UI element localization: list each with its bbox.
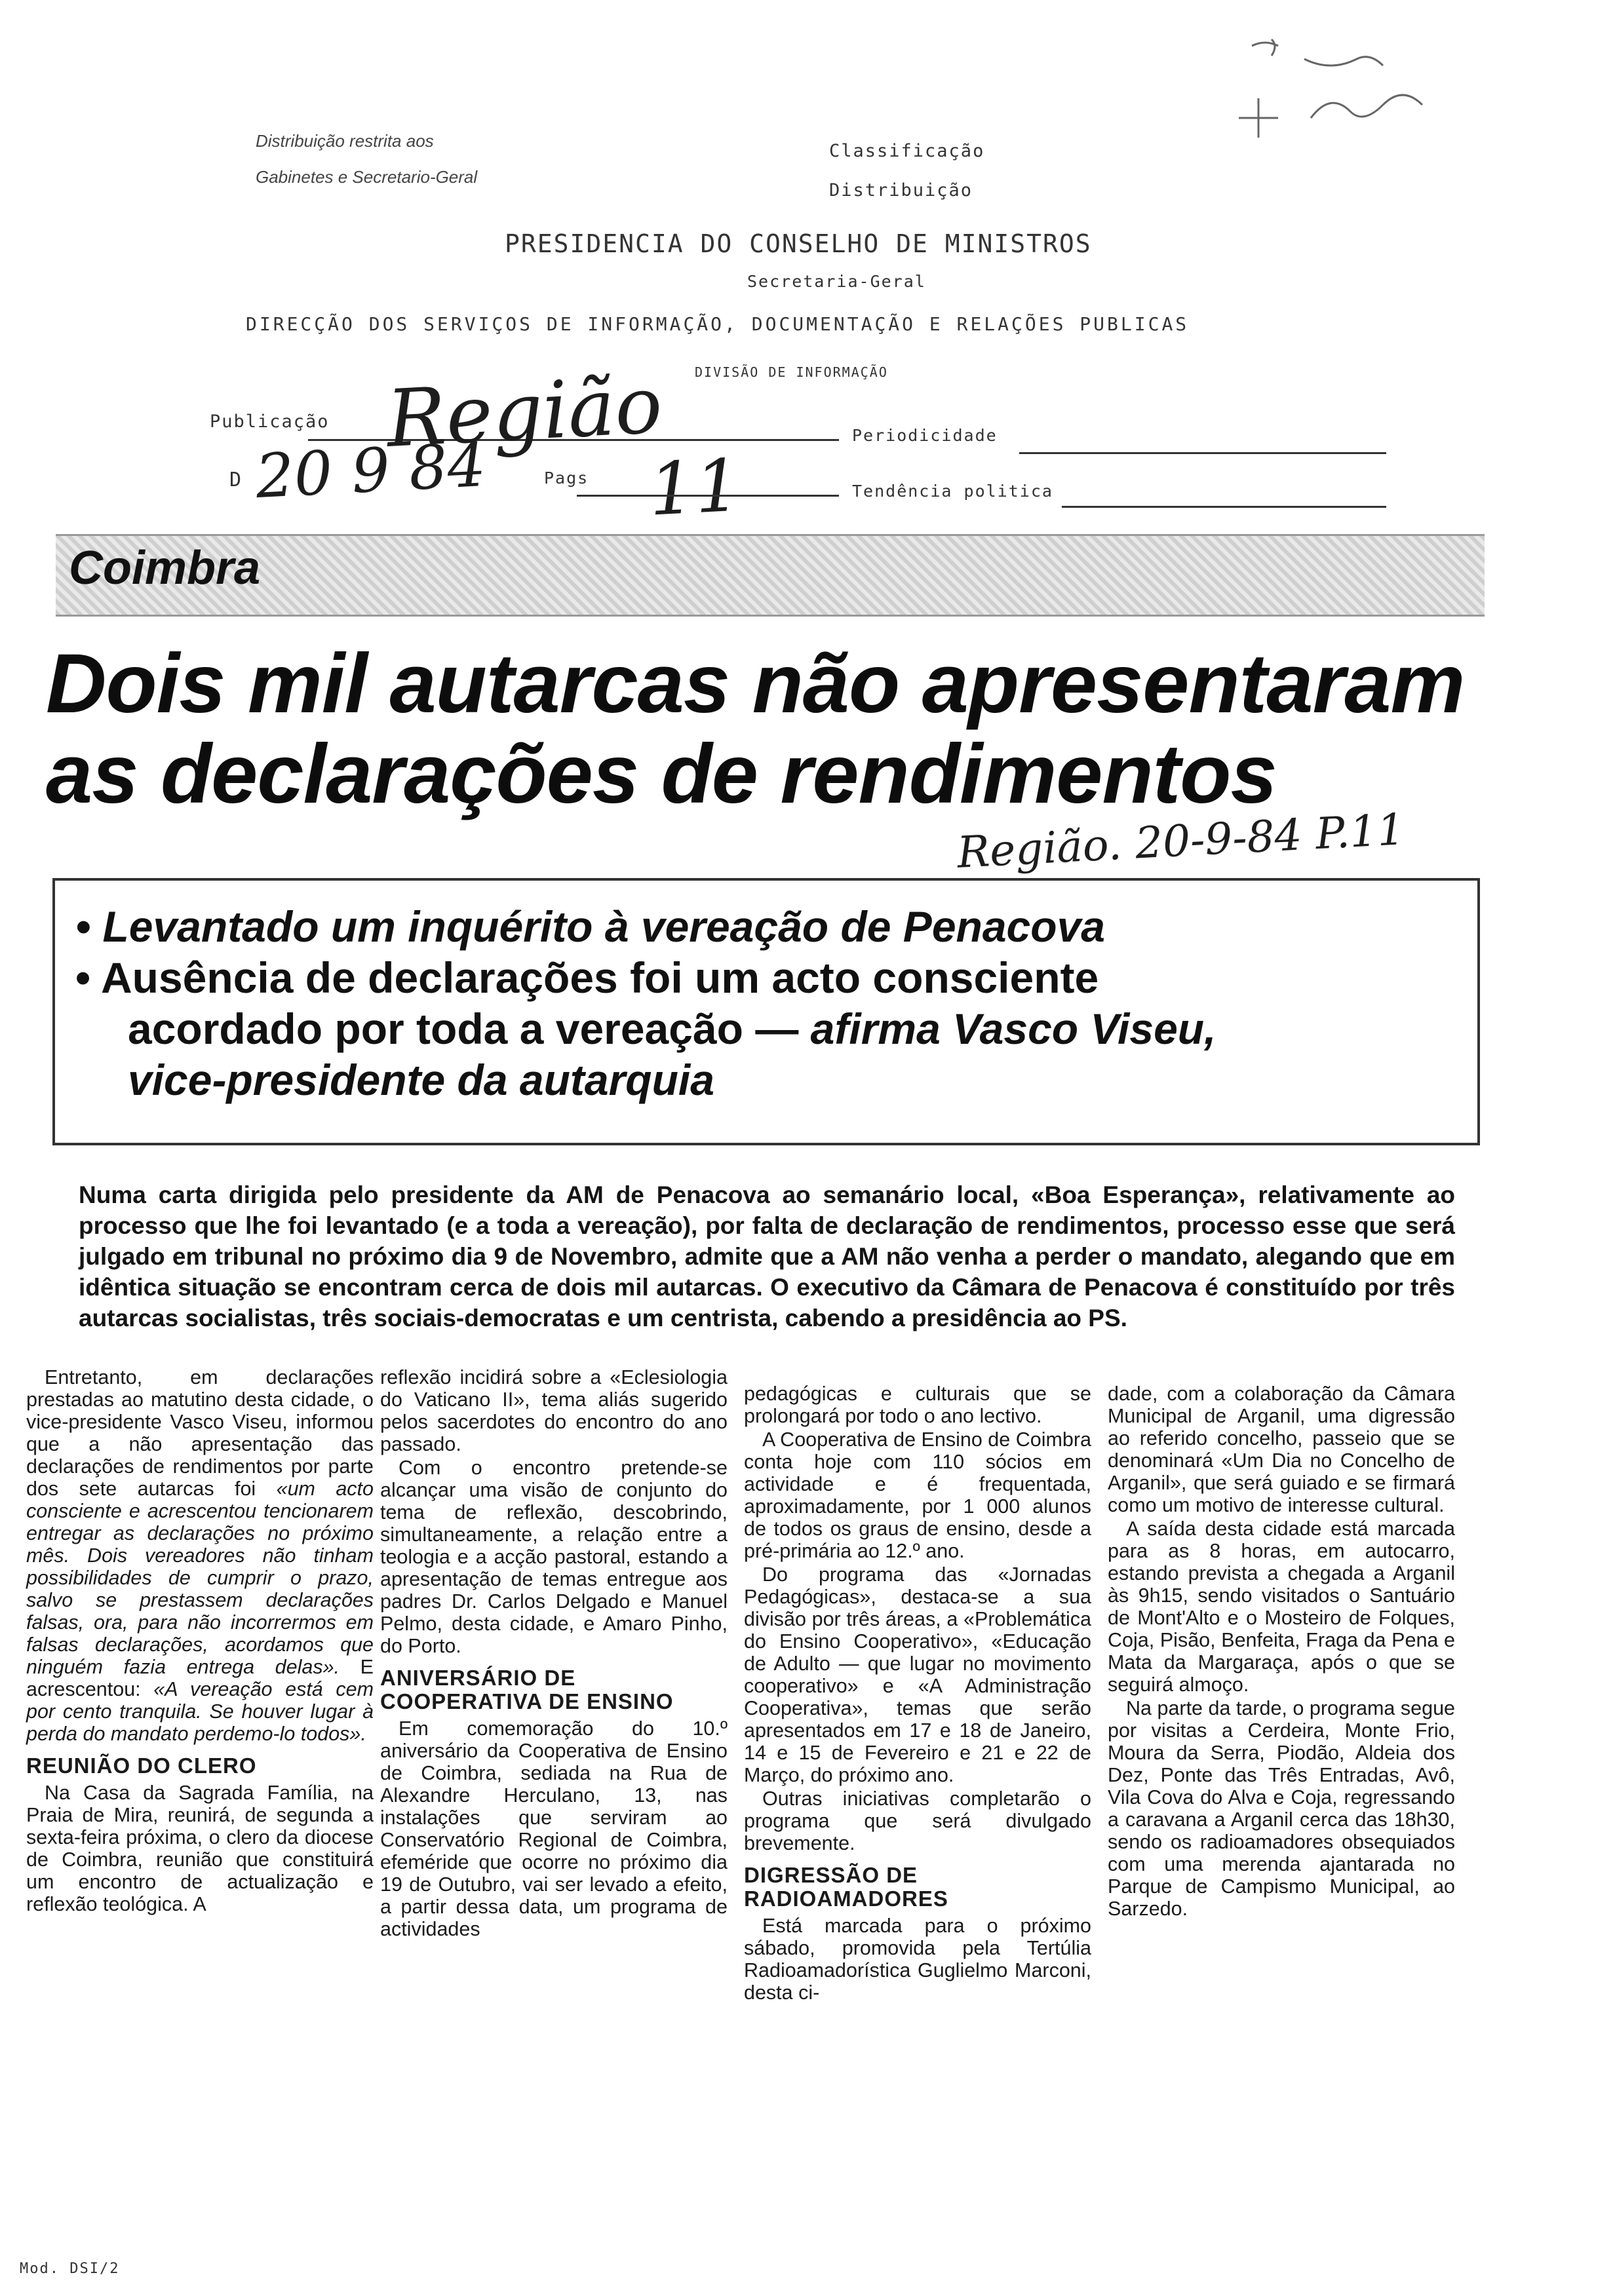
column-2-paragraph-1: reflexão incidirá sobre a «Eclesiologia do Vaticano II», tema aliás sugerido pelos sacerdotes do encontro do ano passado. [380,1366,728,1455]
section-bar [56,534,1485,617]
column-1 [26,1366,374,1917]
text-run: E acrescentou: [26,1656,374,1700]
column-1-paragraph-1 [26,1366,374,1745]
handwritten-page: 11 [646,443,743,532]
handwritten-clip-note: Região. 20-9-84 P.11 [956,804,1407,878]
handwritten-date: 20 9 84 [254,429,488,512]
subheading-clergy-meeting: REUNIÃO DO CLERO [26,1753,257,1778]
directorate-label: DIRECÇÃO DOS SERVIÇOS DE INFORMAÇÃO, DOCUMENTAÇÃO E RELAÇÕES PUBLICAS [246,313,1190,335]
column-3 [744,1383,1091,2005]
column-4-paragraph-1: dade, com a colaboração da Câmara Municipal de Arganil, uma digressão ao referido concelho, passeio que se denominará «Um Dia no Concelho de Arganil», que será guiado e se firmará como um motivo de interesse cultural. [1108,1383,1455,1516]
section-label: Coimbra [69,542,261,594]
column-4 [1108,1383,1455,1921]
column-3-paragraph-3: Do programa das «Jornadas Pedagógicas», destaca-se a sua divisão por três áreas, a «Problemática do Ensino Cooperativo», «Educação de Adulto — que lugar no movimento cooperativo» e «A Administração Cooperativa», temas que serão apresentados em 17 e 18 de Janeiro, 14 e 15 de Fevereiro e 21 e 22 de Março, do próximo ano. [744,1563,1091,1786]
headline-line-2: as declarações de rendimentos [46,727,1277,821]
political-tendency-line [1062,506,1386,508]
column-4-paragraph-3: Na parte da tarde, o programa segue por visitas a Cerdeira, Monte Frio, Moura da Serra, Piodão, Aldeia dos Dez, Ponte das Três Entradas, Avô, Vila Cova do Alva e Coja, regressando a caravana a Arganil cerca das 18h30, sendo os radioamadores obsequiados com uma merenda ajantarada no Parque de Campismo Municipal, ao Sarzedo. [1108,1697,1455,1920]
column-2-paragraph-2: Com o encontro pretende-se alcançar uma visão de conjunto do tema de reflexão, descobrindo, simultaneamente, a relação entre a teologia e a acção pastoral, estando a apresentação de temas entregue aos padres Dr. Carlos Delgado e Manuel Pelmo, desta cidade, e Amaro Pinho, do Porto. [380,1457,728,1657]
form-code: Mod. DSI/2 [20,2261,120,2277]
periodicity-label: Periodicidade [852,426,998,445]
column-2 [380,1366,728,1942]
deck-item-2-cont [75,1003,1465,1054]
column-3-paragraph-4: Outras iniciativas completarão o programa que será divulgado brevemente. [744,1788,1091,1854]
text-run: Entretanto, em declarações prestadas ao matutino desta cidade, o vice-presidente Vasco Viseu, informou que a não apresentação das declarações de rendimentos por parte dos sete autarcas foi [26,1366,374,1500]
quote-run: «A vereação está cem por cento tranquila. Se houver lugar à perda do mandato perdemo-lo todos». [26,1678,374,1745]
deck-item-2: • Ausência de declarações foi um acto consciente [75,953,1099,1002]
classification-label: Classificação [829,141,985,161]
lead-paragraph: Numa carta dirigida pelo presidente da AM de Penacova ao semanário local, «Boa Esperança», relativamente ao processo que lhe foi levantado (e a toda a vereação), por falta de declaração de rendimentos, processo esse que será julgado em tribunal no próximo dia 9 de Novembro, admite que a AM não venha a perder o mandato, alegando que em idêntica situação se encontram cerca de dois mil autarcas. O executivo da Câmara de Penacova é constituído por três autarcas socialistas, três sociais-democratas e um centrista, cabendo a presidência ao PS. [79,1181,1455,1331]
column-2-paragraph-3: Em comemoração do 10.º aniversário da Cooperativa de Ensino de Coimbra, sediada na Rua de Alexandre Herculano, 13, nas instalações que serviram ao Conservatório Regional de Coimbra, efeméride que ocorre no próximo dia 19 de Outubro, vai ser levado a efeito, a partir dessa data, um programa de actividades [380,1717,728,1940]
headline-line-1: Dois mil autarcas não apresentaram [46,637,1465,731]
publication-label: Publicação [210,411,330,432]
subheading-radio-amateurs: DIGRESSÃO DE RADIOAMADORES [744,1863,948,1911]
pages-label: Pags [544,469,589,488]
secretariat-label: Secretaria-Geral [747,272,926,291]
deck-text: acordado por toda a vereação — [128,1004,811,1053]
quote-run: «um acto consciente e acrescentou tencionarem entregar as declarações no próximo mês. Dois vereadores não tinham possibilidades de cumprir o prazo, salvo se prestassem declarações falsas, ora, para não incorrermos em falsas declarações, acordamos que ninguém fazia entrega delas». [26,1478,374,1678]
division-label: DIVISÃO DE INFORMAÇÃO [695,364,888,380]
column-3-paragraph-1: pedagógicas e culturais que se prolongará por todo o ano lectivo. [744,1383,1091,1427]
deck-item-2-end: vice-presidente da autarquia [128,1056,714,1104]
deck [75,901,1465,1105]
column-1-paragraph-2: Na Casa da Sagrada Família, na Praia de Mira, reunirá, de segunda a sexta-feira próxima, o clero da diocese de Coimbra, reunião que constituirá um encontro de actualização e reflexão teológica. A [26,1782,374,1915]
distribution-line-2: Gabinetes e Secretario-Geral [256,167,478,187]
date-label: D [229,469,243,491]
headline [46,639,1488,820]
handwritten-marks [1213,20,1462,151]
page-line [577,495,839,497]
organization-title: PRESIDENCIA DO CONSELHO DE MINISTROS [505,229,1092,258]
column-3-paragraph-2: A Cooperativa de Ensino de Coimbra conta hoje com 110 sócios em actividade e é frequentada, aproximadamente, por 1 000 alunos de todos os graus de ensino, desde a pré-primária ao 12.º ano. [744,1428,1091,1562]
subheading-cooperative-anniversary: ANIVERSÁRIO DE COOPERATIVA DE ENSINO [380,1666,674,1713]
column-4-paragraph-2: A saída desta cidade está marcada para as 8 horas, em autocarro, estando prevista a chegada a Arganil às 9h15, sendo visitados o Santuário de Mont'Alto e o Mosteiro de Folques, Coja, Pisão, Benfeita, Fraga da Pena e Mata da Margaraça, após o que se seguirá almoço. [1108,1518,1455,1696]
deck-item-1: • Levantado um inquérito à vereação de Penacova [75,902,1105,951]
distribution-label: Distribuição [829,180,973,201]
distribution-line-1: Distribuição restrita aos [256,131,434,151]
deck-attribution: afirma Vasco Viseu, [810,1004,1216,1053]
handwritten-publication: Região [384,360,665,465]
political-tendency-label: Tendência politica [852,482,1053,501]
periodicity-line [1019,452,1386,454]
column-3-paragraph-5: Está marcada para o próximo sábado, promovida pela Tertúlia Radioamadorística Guglielmo Marconi, desta ci- [744,1915,1091,2004]
